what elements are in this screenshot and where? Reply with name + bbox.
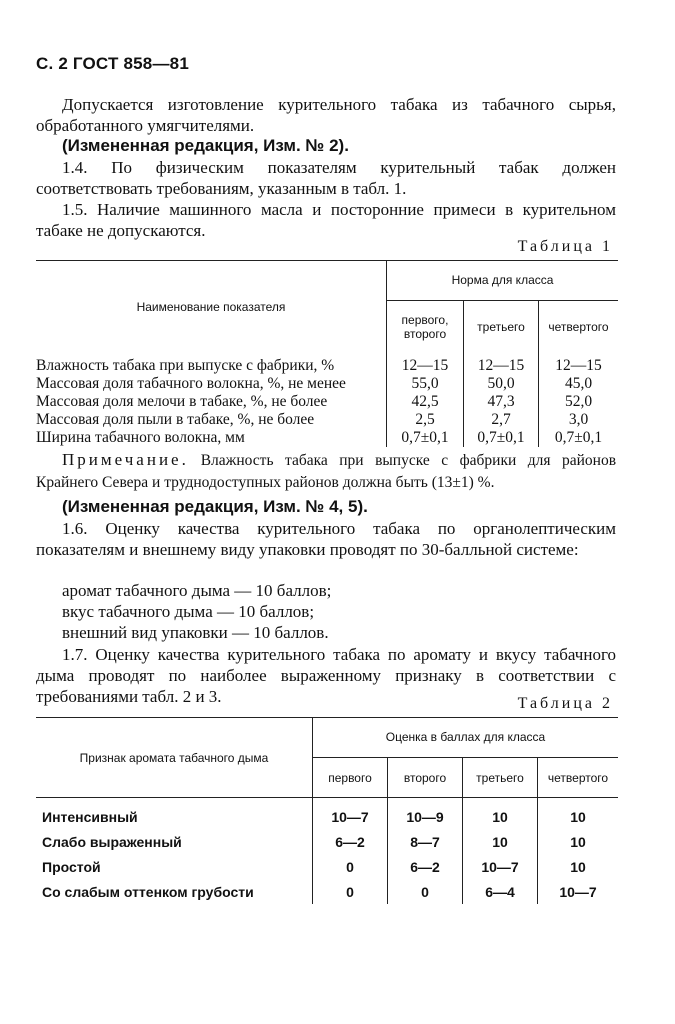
cell-value: 42,5 <box>387 393 464 411</box>
note-label: Примечание. <box>62 450 189 469</box>
row-label: Интенсивный <box>36 798 313 829</box>
page-header: С. 2 ГОСТ 858—81 <box>36 54 189 73</box>
table2-group-header: Оценка в баллах для класса <box>313 717 619 758</box>
cell-value: 8—7 <box>388 829 463 854</box>
row-label: Ширина табачного волокна, мм <box>36 429 387 447</box>
cell-value: 10 <box>463 798 538 829</box>
table2-class-header: четвертого <box>547 771 609 785</box>
table-row <box>36 411 618 429</box>
revision-note-2: (Измененная редакция, Изм. № 2). <box>62 136 349 155</box>
cell-value: 6—2 <box>388 854 463 879</box>
cell-value: 0 <box>388 879 463 904</box>
table-row <box>36 854 618 879</box>
table2-label: Таблица 2 <box>517 695 613 712</box>
cell-value: 50,0 <box>464 375 539 393</box>
cell-value: 12—15 <box>555 357 602 374</box>
table1-name-header: Наименование показателя <box>36 260 387 353</box>
paragraph-1-7: 1.7. Оценку качества курительного табака по аромату и вкусу табачного дыма проводят по наиболее выраженному признаку в соответствии с требованиями табл. 2 и 3. <box>36 645 616 706</box>
list-item: внешний вид упаковки — 10 баллов. <box>62 623 329 642</box>
cell-value: 12—15 <box>464 353 539 375</box>
table1-class-header: третьего <box>464 301 539 354</box>
row-label: Простой <box>36 854 313 879</box>
cell-value: 2,7 <box>464 411 539 429</box>
table-row <box>36 353 618 375</box>
table-row <box>36 829 618 854</box>
table1-group-header: Норма для класса <box>387 260 619 301</box>
cell-value: 0,7±0,1 <box>554 429 603 446</box>
row-label: Массовая доля пыли в табаке, %, не более <box>36 411 387 429</box>
cell-value: 10—7 <box>559 883 597 900</box>
cell-value: 10 <box>570 833 586 850</box>
table2-class-header: первого <box>313 758 388 799</box>
cell-value: 2,5 <box>387 411 464 429</box>
table2-header-rule <box>36 797 618 798</box>
row-label: Массовая доля мелочи в табаке, %, не более <box>36 393 387 411</box>
cell-value: 0 <box>313 854 388 879</box>
cell-value: 10—9 <box>388 798 463 829</box>
cell-value: 3,0 <box>568 411 589 428</box>
cell-value: 45,0 <box>564 375 593 392</box>
paragraph-allowed: Допускается изготовление курительного табака из табачного сырья, обработанного умягчителями. <box>36 95 616 135</box>
table-row <box>36 429 618 447</box>
cell-value: 10 <box>463 829 538 854</box>
row-label: Со слабым оттенком грубости <box>36 879 313 904</box>
cell-value: 0,7±0,1 <box>387 429 464 447</box>
cell-value: 10—7 <box>313 798 388 829</box>
revision-note-4-5: (Измененная редакция, Изм. № 4, 5). <box>62 497 368 516</box>
table-row <box>36 393 618 411</box>
row-label: Влажность табака при выпуске с фабрики, % <box>36 353 387 375</box>
table-2 <box>36 717 618 904</box>
cell-value: 10—7 <box>463 854 538 879</box>
cell-value: 0,7±0,1 <box>464 429 539 447</box>
table2-class-header: второго <box>388 758 463 799</box>
cell-value: 6—2 <box>313 829 388 854</box>
table1-note <box>36 449 616 493</box>
note-text: Влажность табака при выпуске с фабрики для районов Крайнего Севера и труднодоступных районов должна быть (13±1) %. <box>36 452 617 491</box>
list-item: вкус табачного дыма — 10 баллов; <box>62 602 315 621</box>
table-row <box>36 879 618 904</box>
cell-value: 52,0 <box>564 393 593 410</box>
paragraph-1-6: 1.6. Оценку качества курительного табака по органолептическим показателям и внешнему виду упаковки проводят по 30-балльной системе: <box>36 519 616 559</box>
list-item: аромат табачного дыма — 10 баллов; <box>62 581 332 600</box>
cell-value: 47,3 <box>464 393 539 411</box>
table-1 <box>36 260 618 447</box>
cell-value: 55,0 <box>387 375 464 393</box>
cell-value: 6—4 <box>463 879 538 904</box>
table1-label: Таблица 1 <box>517 238 613 255</box>
row-label: Слабо выраженный <box>36 829 313 854</box>
table1-class-header: четвертого <box>548 320 609 334</box>
table2-name-header: Признак аромата табачного дыма <box>36 717 313 798</box>
cell-value: 0 <box>313 879 388 904</box>
cell-value: 12—15 <box>387 353 464 375</box>
table1-class-header: первого, второго <box>387 301 464 354</box>
cell-value: 10 <box>570 858 586 875</box>
row-label: Массовая доля табачного волокна, %, не менее <box>36 375 387 393</box>
table2-class-header: третьего <box>463 758 538 799</box>
paragraph-1-4: 1.4. По физическим показателям курительный табак должен соответствовать требованиям, указанным в табл. 1. <box>36 158 616 198</box>
table-row <box>36 375 618 393</box>
paragraph-1-5: 1.5. Наличие машинного масла и посторонние примеси в курительном табаке не допускаются. <box>36 200 616 240</box>
cell-value: 10 <box>570 808 586 825</box>
table-row <box>36 798 618 829</box>
